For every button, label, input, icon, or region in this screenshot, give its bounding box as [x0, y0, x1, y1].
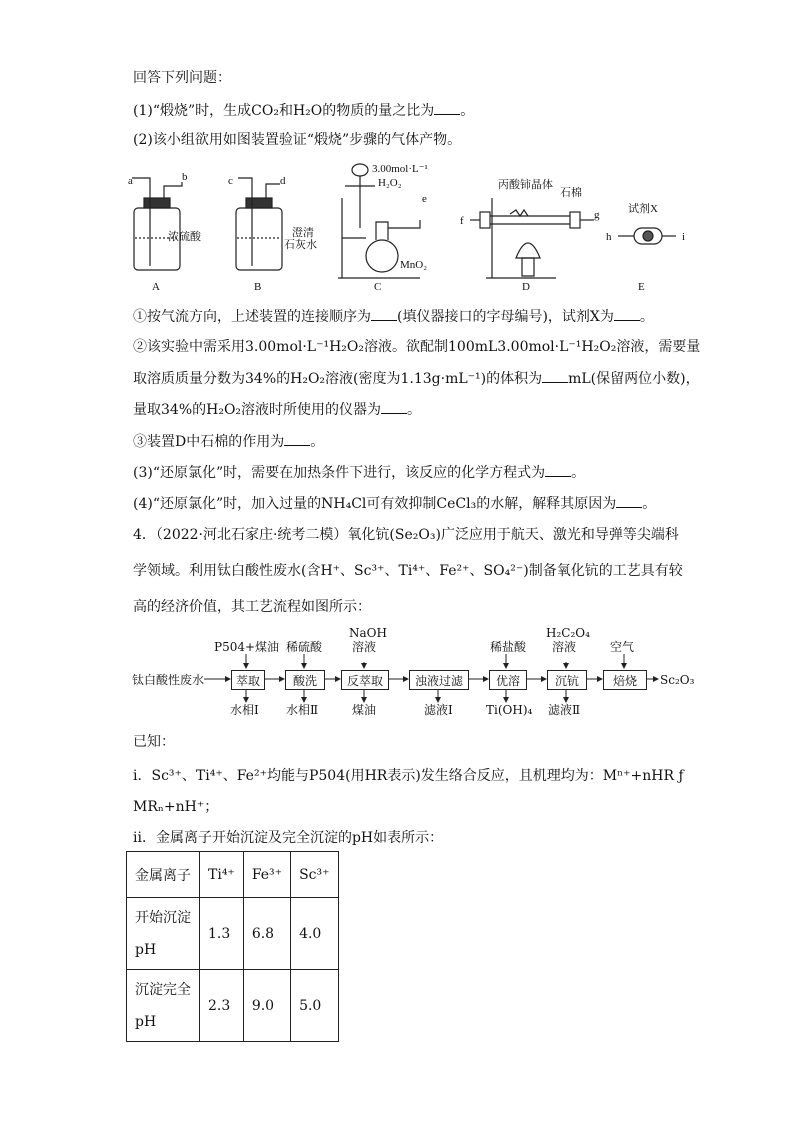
q2-2b-end: mL(保留两位小数)，	[568, 371, 700, 387]
problem-4-line2: 学领域。利用钛白酸性废水(含H⁺、Sc³⁺、Ti⁴⁺、Fe²⁺、SO₄²⁻)制备氧化钪的工艺具有较	[133, 563, 683, 579]
flow-step-precipitate: 沉钪	[547, 670, 587, 690]
q3-end: 。	[571, 465, 586, 481]
known-heading: 已知：	[133, 734, 175, 750]
flow-input-oxalic-sol: 溶液	[552, 640, 577, 654]
table-row-label	[127, 898, 200, 970]
q2-3-end: 。	[310, 434, 325, 450]
flow-step-acidwash: 酸洗	[285, 670, 325, 690]
row1-label-a: 开始沉淀	[135, 909, 191, 926]
line-intro: 回答下列问题：	[133, 70, 231, 86]
label-d: D	[522, 281, 530, 293]
port-c: c	[228, 175, 233, 187]
port-d: d	[280, 175, 286, 187]
table-row	[127, 970, 339, 1042]
table-cell: 4.0	[291, 898, 338, 970]
flow-input-hcl: 稀盐酸	[490, 640, 527, 654]
answer-blank[interactable]	[614, 306, 640, 321]
label-b: B	[254, 281, 262, 293]
q2-2b-text: 取溶质质量分数为34%的H₂O₂溶液(密度为1.13g·mL⁻¹)的体积为	[133, 371, 543, 387]
flow-output-filtrate1: 滤液Ⅰ	[424, 703, 453, 717]
known-1b: MRₙ+nH⁺；	[133, 799, 219, 815]
flow-input-oxalic: H₂C₂O₄	[546, 626, 590, 640]
reagent-a: 浓硫酸	[168, 231, 201, 243]
solid-c: MnO₂	[400, 259, 428, 271]
flow-input-h2so4: 稀硫酸	[286, 640, 323, 654]
reagent-c: H₂O₂	[378, 177, 402, 189]
port-a: a	[128, 175, 133, 187]
asbestos-d: 石棉	[560, 187, 582, 199]
q3-text: (3)“还原氯化”时，需要在加热条件下进行，该反应的化学方程式为	[133, 465, 546, 481]
flow-step-extract: 萃取	[231, 670, 265, 690]
flow-step-backextract: 反萃取	[341, 670, 389, 690]
flow-input-p504: P504+煤油	[214, 640, 280, 654]
q2-2c-text: 量取34%的H₂O₂溶液时所使用的仪器为	[133, 402, 382, 418]
answer-blank[interactable]	[542, 368, 568, 383]
question-2-2a: ②该实验中需采用3.00mol·L⁻¹H₂O₂溶液。欲配制100mL3.00mol·L⁻¹H₂O₂溶液，需要量	[133, 339, 701, 355]
flow-output-water2: 水相Ⅱ	[286, 703, 319, 717]
port-h: h	[606, 231, 612, 243]
flow-output-water1: 水相Ⅰ	[230, 703, 259, 717]
flask-c	[366, 240, 398, 272]
conc-c: 3.00mol·L⁻¹	[372, 163, 428, 175]
table-header: 金属离子	[127, 852, 200, 898]
problem-4-line1: 4．（2022·河北石家庄·统考二模）氧化钪(Se₂O₃)广泛应用于航天、激光和导弹等尖端科	[133, 527, 679, 543]
q1-text: (1)“煅烧”时，生成CO₂和H₂O的物质的量之比为	[133, 103, 435, 119]
flow-output-tioh4: Ti(OH)₄	[486, 703, 533, 717]
flow-step-roast: 焙烧	[603, 670, 647, 690]
flow-step-dissolve: 优溶	[489, 670, 527, 690]
label-a: A	[152, 281, 160, 293]
answer-blank[interactable]	[616, 493, 642, 508]
flow-step-filter: 浊液过滤	[409, 670, 469, 690]
question-3	[133, 462, 585, 483]
q4-end: 。	[642, 496, 657, 512]
answer-blank[interactable]	[381, 399, 407, 414]
bottle-b	[236, 208, 282, 270]
known-1a: i．Sc³⁺、Ti⁴⁺、Fe²⁺均能与P504(用HR表示)发生络合反应，且机理均为：Mⁿ⁺+nHR ƒ	[133, 768, 684, 784]
flow-product: Sc₂O₃	[660, 673, 695, 687]
flow-output-kerosene: 煤油	[352, 703, 377, 717]
table-header: Fe³⁺	[243, 852, 290, 898]
question-2-1	[133, 306, 654, 327]
apparatus-diagram	[120, 158, 700, 298]
table-cell: 9.0	[243, 970, 290, 1042]
answer-blank[interactable]	[284, 431, 310, 446]
label-c: C	[374, 281, 382, 293]
answer-blank[interactable]	[371, 306, 397, 321]
question-2-3	[133, 431, 324, 452]
q2-1-text: ①按气流方向，上述装置的连接顺序为	[133, 309, 371, 325]
q2-3-text: ③装置D中石棉的作用为	[133, 434, 285, 450]
table-cell: 5.0	[291, 970, 338, 1042]
row2-label-a: 沉淀完全	[135, 981, 191, 998]
question-1	[133, 100, 474, 121]
port-f: f	[460, 215, 464, 227]
reagent-b1: 澄清	[292, 227, 314, 239]
question-2-2b	[133, 368, 700, 389]
label-e: E	[638, 281, 645, 293]
flow-input-naoh-sol: 溶液	[352, 640, 377, 654]
table-header: Sc³⁺	[291, 852, 338, 898]
known-2: ii．金属离子开始沉淀及完全沉淀的pH如表所示：	[133, 830, 444, 846]
table-cell: 2.3	[200, 970, 244, 1042]
q2-1-end: 。	[639, 309, 654, 325]
row2-label-b: pH	[135, 1013, 157, 1030]
port-i: i	[682, 231, 686, 243]
question-4	[133, 493, 656, 514]
flow-output-filtrate2: 滤液Ⅱ	[548, 703, 581, 717]
row1-label-b: pH	[135, 941, 157, 958]
answer-blank[interactable]	[434, 100, 460, 115]
table-header: Ti⁴⁺	[200, 852, 244, 898]
question-2-2c	[133, 399, 421, 420]
q2-1-mid: (填仪器接口的字母编号)，试剂X为	[397, 309, 614, 325]
table-row-label	[127, 970, 200, 1042]
crystal-d: 丙酸铈晶体	[498, 179, 553, 191]
flow-input-naoh: NaOH	[349, 626, 387, 640]
problem-4-line3: 高的经济价值，其工艺流程如图所示：	[133, 599, 371, 615]
table-cell: 6.8	[243, 898, 290, 970]
question-2: (2)该小组欲用如图装置验证“煅烧”步骤的气体产物。	[133, 132, 462, 148]
q4-text: (4)“还原氯化”时，加入过量的NH₄Cl可有效抑制CeCl₃的水解，解释其原因为	[133, 496, 617, 512]
port-g: g	[594, 209, 600, 221]
q2-2c-end: 。	[407, 402, 422, 418]
flow-feed: 钛白酸性废水	[132, 673, 205, 687]
reagent-b2: 石灰水	[284, 239, 317, 251]
reagent-e: 试剂X	[628, 203, 658, 215]
q1-end: 。	[460, 103, 475, 119]
flow-input-air: 空气	[610, 640, 635, 654]
table-cell: 1.3	[200, 898, 244, 970]
answer-blank[interactable]	[545, 462, 571, 477]
table-row	[127, 898, 339, 970]
port-b: b	[182, 171, 188, 183]
port-e: e	[422, 193, 427, 205]
ph-table	[126, 851, 339, 1042]
